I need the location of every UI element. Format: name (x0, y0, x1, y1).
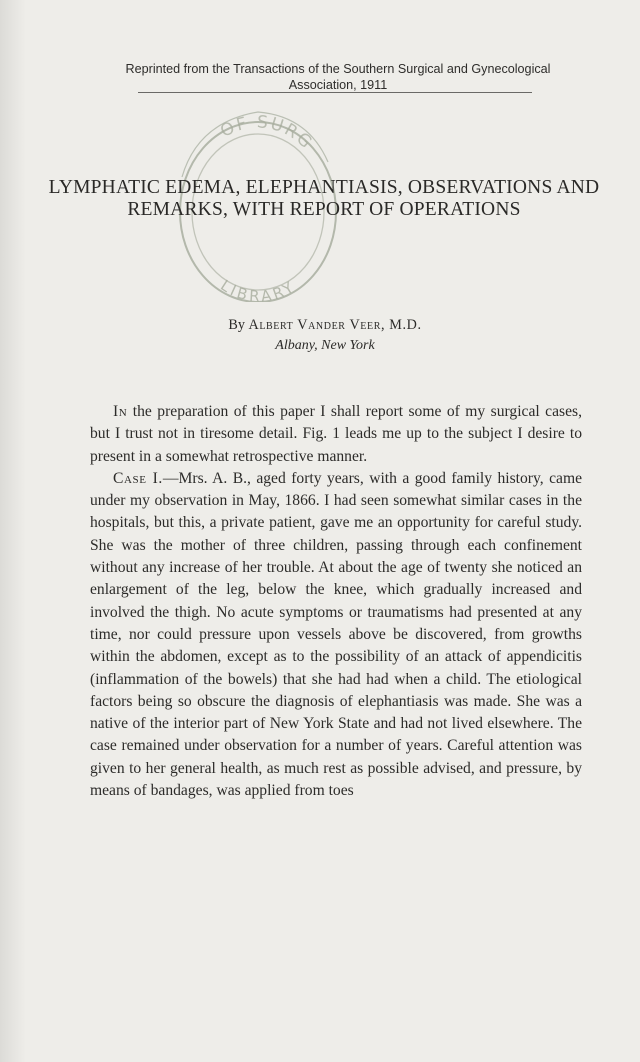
paragraph-intro (90, 401, 582, 468)
article-body (90, 401, 582, 802)
author-affiliation: Albany, New York (275, 338, 375, 353)
byline (100, 316, 550, 334)
article-title: LYMPHATIC EDEMA, ELEPHANTIASIS, OBSERVATIONS AND REMARKS, WITH REPORT OF OPERATIONS (48, 177, 600, 220)
intro-text: the preparation of this paper I shall report some of my surgical cases, but I trust not in tiresome detail. Fig. 1 leads me up to the subject I desire to present in a somewhat retrospective manner. (90, 403, 582, 465)
reprint-header-line2: Association, 1911 (288, 78, 388, 92)
svg-text:LIBRARY (217, 276, 299, 302)
page-edge-shadow (0, 0, 26, 1062)
reprint-header-line1: Reprinted from the Transactions of the Southern Surgical and Gynecological (125, 62, 551, 76)
case-1-heading: Case I. (113, 469, 163, 487)
stamp-top-text: OF SURG (217, 112, 317, 154)
stamp-bottom-text: LIBRARY (217, 276, 300, 302)
intro-lead-word: In (113, 403, 128, 420)
paragraph-case-1 (90, 468, 582, 802)
case-1-text: —Mrs. A. B., aged forty years, with a good family history, came under my observation in May, 1866. I had seen somewhat similar cases in the hospitals, but this, a private patient, gave me an opportunity for careful study. She was the mother of three children, passing through each confinement without any increase of her trouble. At about the age of twenty she noticed an enlargement of the leg, below the knee, which gradually increased and involved the thigh. No acute symptoms or traumatisms had presented at any time, nor could pressure upon vessels above be discovered, from growths within the abdomen, except as to the possibility of an attack of appendicitis (inflammation of the bowels) that she had had when a child. The etiological factors being so obscure the diagnosis of elephantiasis was made. She was a native of the interior part of New York State and had not lived elsewhere. The case remained under observation for a number of years. Careful attention was given to her general health, as much rest as possible advised, and pressure, by means of bandages, was applied from toes (90, 469, 583, 800)
byline-prefix: By (228, 317, 245, 333)
author-name: Albert Vander Veer, M.D. (248, 317, 422, 333)
